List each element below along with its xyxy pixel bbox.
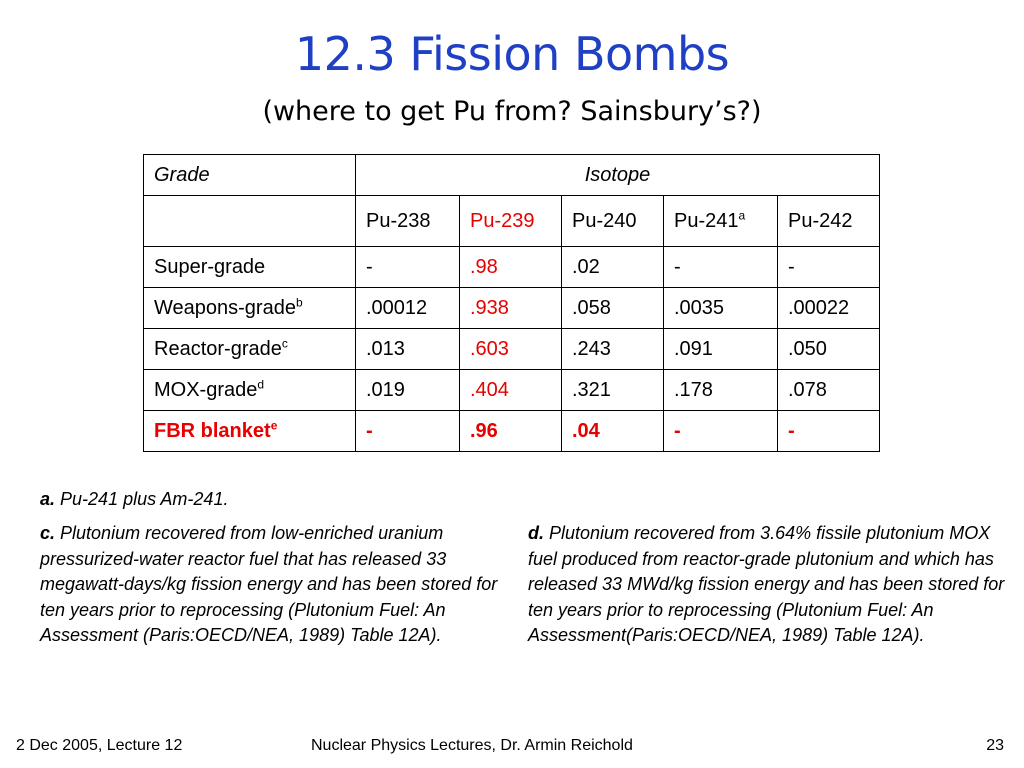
value-cell: .00022 (778, 288, 880, 329)
value-cell: .938 (460, 288, 562, 329)
grade-cell (144, 370, 356, 411)
footnote-marker: e (270, 417, 278, 432)
isotope-label: Pu-240 (572, 209, 637, 232)
isotope-header-cell: Isotope (356, 155, 880, 196)
value-cell: .96 (460, 411, 562, 452)
value-cell: - (778, 411, 880, 452)
isotope-label: Pu-242 (788, 209, 853, 232)
value-cell: .0035 (664, 288, 778, 329)
table-row (144, 370, 880, 411)
grade-label: Super-grade (154, 255, 266, 278)
slide-subtitle: (where to get Pu from? Sainsbury’s?) (262, 96, 762, 127)
footnote-a (40, 487, 510, 513)
footer-course: Nuclear Physics Lectures, Dr. Armin Reichold (311, 737, 633, 754)
value-cell: .98 (460, 247, 562, 288)
footnote-key: a. (40, 489, 56, 509)
plutonium-grade-table (143, 154, 880, 452)
isotope-cell (356, 196, 460, 247)
table-row (144, 411, 880, 452)
value-cell: .00012 (356, 288, 460, 329)
value-cell: .404 (460, 370, 562, 411)
empty-cell (144, 196, 356, 247)
isotope-cell (562, 196, 664, 247)
table-row (144, 247, 880, 288)
value-cell: .02 (562, 247, 664, 288)
grade-label: Reactor-grade (154, 337, 282, 360)
value-cell: .058 (562, 288, 664, 329)
footnote-marker: d (257, 376, 265, 391)
table-row (144, 288, 880, 329)
grade-cell (144, 411, 356, 452)
value-cell: .019 (356, 370, 460, 411)
footnote-marker: c (281, 335, 288, 350)
grade-label: FBR blanket (154, 419, 271, 442)
value-cell: .078 (778, 370, 880, 411)
value-cell: .178 (664, 370, 778, 411)
footnote-c (40, 521, 502, 649)
grade-cell (144, 247, 356, 288)
footnote-marker: b (295, 294, 303, 309)
footnote-text: Plutonium recovered from 3.64% fissile plutonium MOX fuel produced from reactor-grade plutonium and which has released 33 MWd/kg fission energy and has been stored for ten years prior to reprocessing (Plutonium Fuel: An Assessment(Paris:OECD/NEA, 1989) Table 12A). (528, 523, 1005, 645)
footer-page-number: 23 (986, 737, 1004, 754)
footnote-d (528, 521, 1013, 649)
value-cell: .050 (778, 329, 880, 370)
footnote-key: d. (528, 523, 544, 543)
isotope-cell (778, 196, 880, 247)
footnote-text: Pu-241 plus Am-241. (60, 489, 229, 509)
isotope-cell (664, 196, 778, 247)
isotope-label: Pu-241 (674, 209, 739, 232)
table-header-row (144, 155, 880, 196)
isotope-label: Pu-238 (366, 209, 431, 232)
value-cell: - (778, 247, 880, 288)
value-cell: .013 (356, 329, 460, 370)
grade-label: Weapons-grade (154, 296, 296, 319)
isotope-row (144, 196, 880, 247)
grade-cell (144, 329, 356, 370)
value-cell: .321 (562, 370, 664, 411)
value-cell: .603 (460, 329, 562, 370)
footnote-text: Plutonium recovered from low-enriched uranium pressurized-water reactor fuel that has released 33 megawatt-days/kg fission energy and has been stored for ten years prior to reprocessing (Plutonium Fuel: An Assessment (Paris:OECD/NEA, 1989) Table 12A). (40, 523, 498, 645)
isotope-label: Pu-239 (470, 209, 535, 232)
footnote-marker: a (738, 207, 746, 222)
footnote-key: c. (40, 523, 56, 543)
grade-label: MOX-grade (154, 378, 258, 401)
value-cell: .04 (562, 411, 664, 452)
slide-title: 12.3 Fission Bombs (294, 27, 730, 81)
value-cell: - (664, 247, 778, 288)
grade-cell (144, 288, 356, 329)
footer-date: 2 Dec 2005, Lecture 12 (16, 737, 183, 754)
table-row (144, 329, 880, 370)
isotope-cell (460, 196, 562, 247)
grade-header-cell: Grade (144, 155, 356, 196)
value-cell: .243 (562, 329, 664, 370)
value-cell: - (356, 411, 460, 452)
value-cell: - (356, 247, 460, 288)
value-cell: .091 (664, 329, 778, 370)
value-cell: - (664, 411, 778, 452)
